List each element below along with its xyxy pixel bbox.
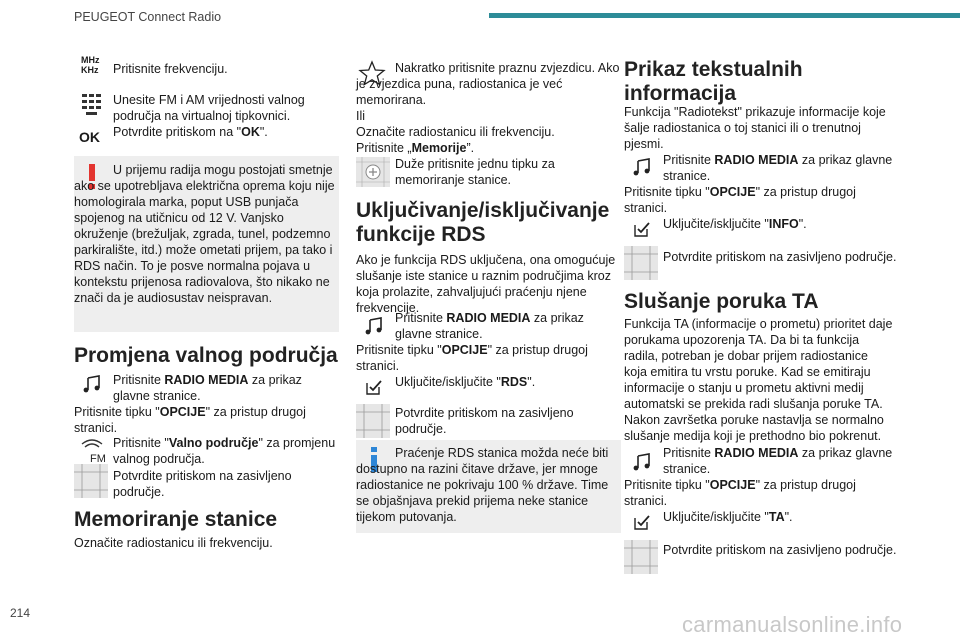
press-options-4: Pritisnite tipku "OPCIJE" za pristup drugoj stranici. [624, 478, 856, 508]
confirm-shaded-3: Potvrdite pritiskom na zasivljeno područje. [663, 250, 897, 264]
toggle-rds: Uključite/isključite "RDS". [395, 375, 536, 389]
press-radio-media-2: Pritisnite RADIO MEDIA za prikaz glavne stranice. [395, 311, 584, 341]
toggle-info: Uključite/isključite "INFO". [663, 217, 807, 231]
heading-rds: Uključivanje/isključivanje funkcije RDS [356, 199, 610, 246]
fm-icon-label: FM [90, 453, 106, 464]
long-press: Duže pritisnite jednu tipku za memoriranje stanice. [395, 157, 555, 187]
heading-text-info: Prikaz tekstualnih informacija [624, 58, 803, 105]
shaded-area-icon [624, 540, 658, 574]
info-box [356, 440, 621, 533]
confirm-shaded-4: Potvrdite pritiskom na zasivljeno područje. [663, 543, 897, 557]
header-accent-bar [489, 13, 960, 18]
checkbox-icon [633, 513, 651, 531]
shaded-area-icon [624, 246, 658, 280]
confirm-shaded-2: Potvrdite pritiskom na zasivljeno područje. [395, 406, 574, 436]
mhz-khz-icon: MHz KHz [81, 55, 100, 75]
heading-memorize: Memoriranje stanice [74, 508, 278, 531]
press-options-2: Pritisnite tipku "OPCIJE" za pristup drugoj stranici. [356, 343, 588, 373]
heading-ta: Slušanje poruka TA [624, 290, 819, 313]
watermark: carmanualsonline.info [682, 612, 903, 637]
select-station-2: Označite radiostanicu ili frekvenciju. [356, 125, 555, 139]
toggle-ta: Uključite/isključite "TA". [663, 510, 793, 524]
music-note-icon [82, 374, 102, 394]
confirm-ok-instruction: Potvrdite pritiskom na "OK". [113, 125, 268, 139]
checkbox-icon [365, 378, 383, 396]
heading-band-change: Promjena valnog područja [74, 344, 338, 367]
fm-icon [78, 436, 108, 464]
rds-intro: Ako je funkcija RDS uključena, ona omogućuje slušanje iste stanice u raznim područjima kroz koja prolazite, zahvaljujući praćenju njene frekvencije. [356, 253, 616, 315]
text-intro: Funkcija "Radiotekst" prikazuje informacije koje šalje radiostanica o toj stanici ili o trenutnoj pjesmi. [624, 105, 886, 151]
checkbox-icon [633, 220, 651, 238]
select-station: Označite radiostanicu ili frekvenciju. [74, 536, 273, 550]
ta-intro: Funkcija TA (informacije o prometu) prioritet daje porukama upozorenja TA. Da bi ta funkcija radila, potreban je dobar prijem radiostanice koja emitira tu vrstu poruke. Kad se emitiraju informacije o stanju u prometu aktivni medij automatski se prekida radi slušanja poruke TA. Nakon završetka poruke nastavlja se normalno slušanje medija koji je prethodno bio pokrenut. [624, 317, 893, 443]
page-number: 214 [10, 606, 31, 620]
confirm-shaded: Potvrdite pritiskom na zasivljeno područje. [113, 469, 292, 499]
press-options: Pritisnite tipku "OPCIJE" za pristup drugoj stranici. [74, 405, 306, 435]
music-note-icon [632, 157, 652, 177]
keypad-icon [80, 92, 104, 116]
info-text: Praćenje RDS stanica možda neće biti dostupno na razini čitave države, jer mnoge radiostanice ne pokrivaju 100 % države. Time se objašnjava prekid prijema neke stanice tijekom putovanja. [356, 446, 609, 524]
warning-text: U prijemu radija mogu postojati smetnje ako se upotrebljava električna oprema koju nije homologirala marka, poput USB punjača spojenog na utičnicu od 12 V. Vanjsko okruženje (brežuljak, zgrada, tunel, podzemno parkiralište, itd.) može ometati prijem, pa tako i RDS način. To je posve normalna pojava u kontekstu prijenosa radiovalova, što nikako ne znači da je audiosustav neispravan. [74, 163, 335, 305]
or-text: Ili [356, 109, 366, 123]
press-radio-media: Pritisnite RADIO MEDIA za prikaz glavne stranice. [113, 373, 302, 403]
music-note-icon [632, 452, 652, 472]
keypad-instruction: Unesite FM i AM vrijednosti valnog područja na virtualnoj tipkovnici. [113, 93, 305, 123]
press-memory: Pritisnite „Memorije”. [356, 141, 475, 155]
memory-add-icon [356, 157, 390, 187]
shaded-area-icon [356, 404, 390, 438]
freq-instruction: Pritisnite frekvenciju. [113, 62, 228, 76]
press-radio-media-4: Pritisnite RADIO MEDIA za prikaz glavne stranice. [663, 446, 893, 476]
shaded-area-icon [74, 464, 108, 498]
star-instruction: Nakratko pritisnite praznu zvjezdicu. Ako je zvjezdica puna, radiostanica je već memorirana. [356, 61, 620, 107]
warning-box [74, 156, 339, 332]
press-band: Pritisnite "Valno područje" za promjenu valnog područja. [113, 436, 336, 466]
press-radio-media-3: Pritisnite RADIO MEDIA za prikaz glavne stranice. [663, 153, 893, 183]
header-title: PEUGEOT Connect Radio [74, 10, 222, 24]
ok-icon: OK [79, 129, 100, 145]
music-note-icon [364, 316, 384, 336]
press-options-3: Pritisnite tipku "OPCIJE" za pristup drugoj stranici. [624, 185, 856, 215]
